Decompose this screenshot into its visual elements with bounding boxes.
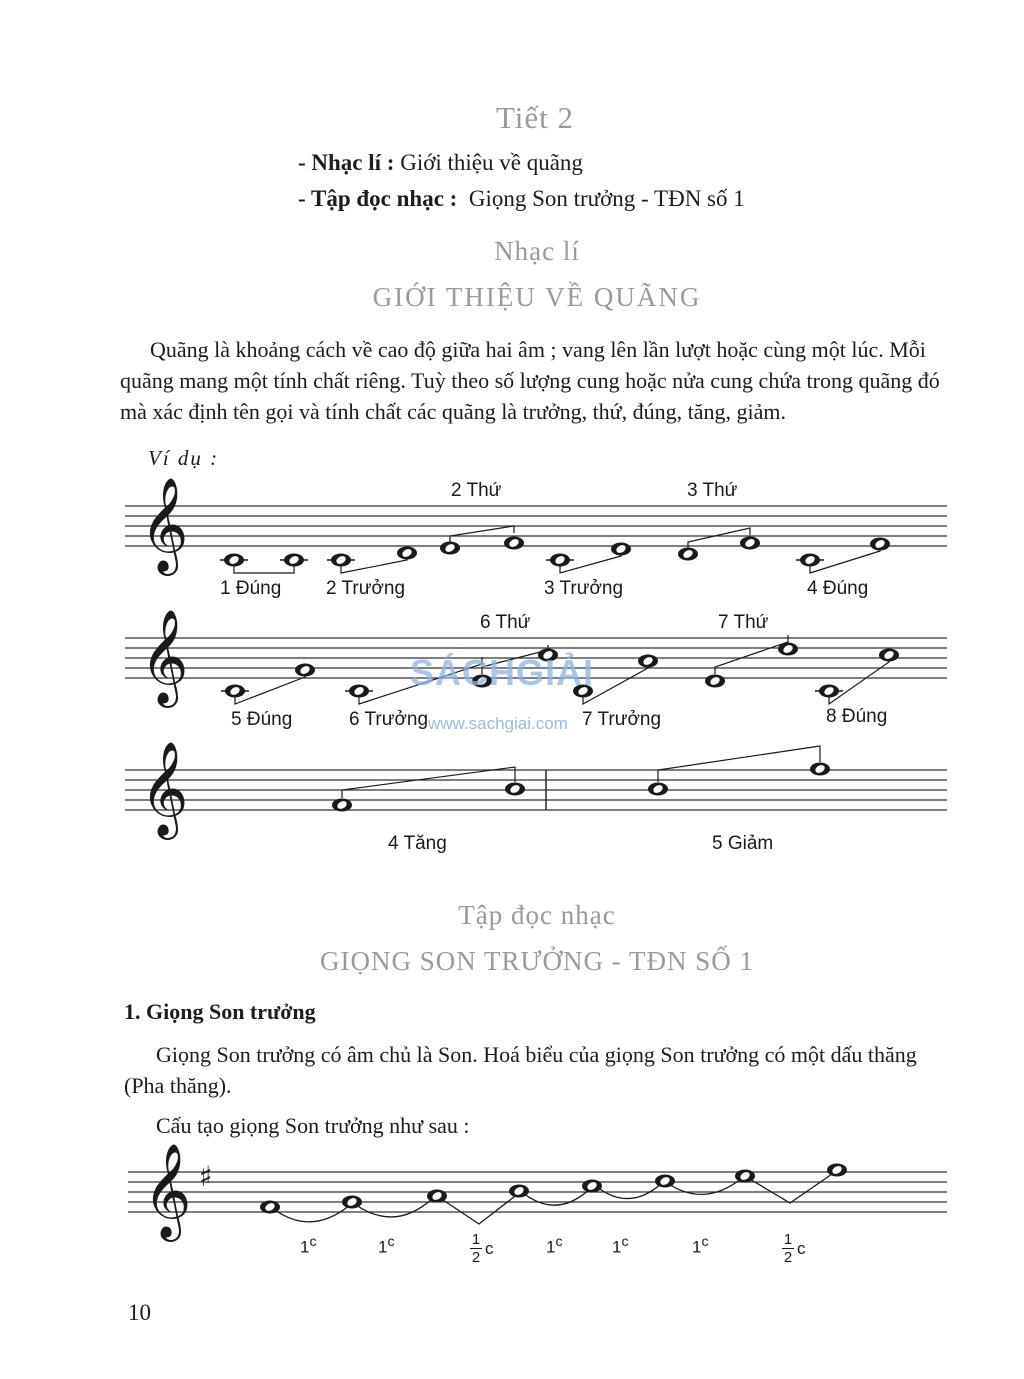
treble-clef-icon: 𝄞 (140, 741, 189, 836)
theory-title: Nhạc lí (494, 236, 580, 266)
interval-label: 2 Thứ (451, 480, 502, 501)
example-label: Ví dụ : (148, 446, 220, 470)
step-label: 1$^c$ (612, 1234, 629, 1257)
theory-paragraph: Quãng là khoảng cách về cao độ giữa hai âm ; vang lên lần lượt hoặc cùng một lúc. Mỗi quãng mang một tính chất riêng. Tuỳ theo số lượng cung hoặc nửa cung chứa trong quãng đó mà xác định tên gọi và tính chất các quãng là trưởng, thứ, đúng, tăng, giảm. (120, 337, 940, 424)
interval-label: 3 Trưởng (544, 578, 624, 599)
interval-label: 4 Tăng (388, 833, 447, 854)
section-heading: 1. Giọng Son trưởng (124, 999, 316, 1024)
interval-label: 6 Trưởng (349, 709, 429, 730)
step-label: 1$^c$ (300, 1234, 317, 1257)
interval-label: 6 Thứ (480, 612, 531, 633)
step-label-half: $\frac{1}{2}$ c (783, 1231, 806, 1266)
interval-label: 7 Trưởng (582, 709, 662, 730)
staff-4 (128, 1172, 947, 1212)
interval-label: 3 Thứ (687, 480, 738, 501)
page-number: 10 (128, 1300, 151, 1325)
agenda-label: - Tập đọc nhạc : (298, 186, 458, 211)
step-label: 1$^c$ (546, 1234, 563, 1257)
treble-clef-icon: 𝄞 (143, 1143, 192, 1238)
step-label: 1$^c$ (378, 1234, 395, 1257)
reading-paragraph-1: Giọng Son trưởng có âm chủ là Son. Hoá biểu của giọng Son trưởng có một dấu thăng (Pha thăng). (124, 1042, 917, 1098)
interval-label: 5 Đúng (231, 709, 293, 730)
interval-label: 8 Đúng (826, 706, 888, 727)
interval-label: 4 Đúng (807, 578, 869, 599)
reading-title: Tập đọc nhạc (458, 900, 616, 930)
reading-paragraph-2: Cấu tạo giọng Son trưởng như sau : (156, 1113, 470, 1138)
interval-label: 5 Giảm (712, 833, 774, 854)
agenda-text: Giọng Son trưởng - TĐN số 1 (457, 186, 745, 211)
interval-label: 1 Đúng (220, 578, 282, 599)
step-label: 1$^c$ (692, 1234, 709, 1257)
interval-label: 7 Thứ (718, 612, 769, 633)
staff-1 (125, 506, 947, 546)
lesson-title: Tiết 2 (495, 100, 575, 135)
agenda-text: Giới thiệu về quãng (394, 150, 583, 175)
theory-subtitle: GIỚI THIỆU VỀ QUÃNG (372, 282, 702, 312)
sharp-icon: ♯ (199, 1160, 213, 1193)
agenda-label: - Nhạc lí : (298, 150, 395, 175)
watermark-url: www.sachgiai.com (428, 714, 568, 733)
step-label-half: $\frac{1}{2}$ c (471, 1231, 494, 1266)
treble-clef-icon: 𝄞 (140, 477, 189, 572)
interval-label: 2 Trưởng (326, 578, 406, 599)
staff-1-notes (220, 526, 880, 573)
staff-3 (125, 770, 947, 810)
treble-clef-icon: 𝄞 (140, 609, 189, 704)
watermark-brand: SÁCHGIẢI (410, 652, 595, 693)
reading-subtitle: GIỌNG SON TRƯỞNG - TĐN SỐ 1 (320, 946, 754, 976)
